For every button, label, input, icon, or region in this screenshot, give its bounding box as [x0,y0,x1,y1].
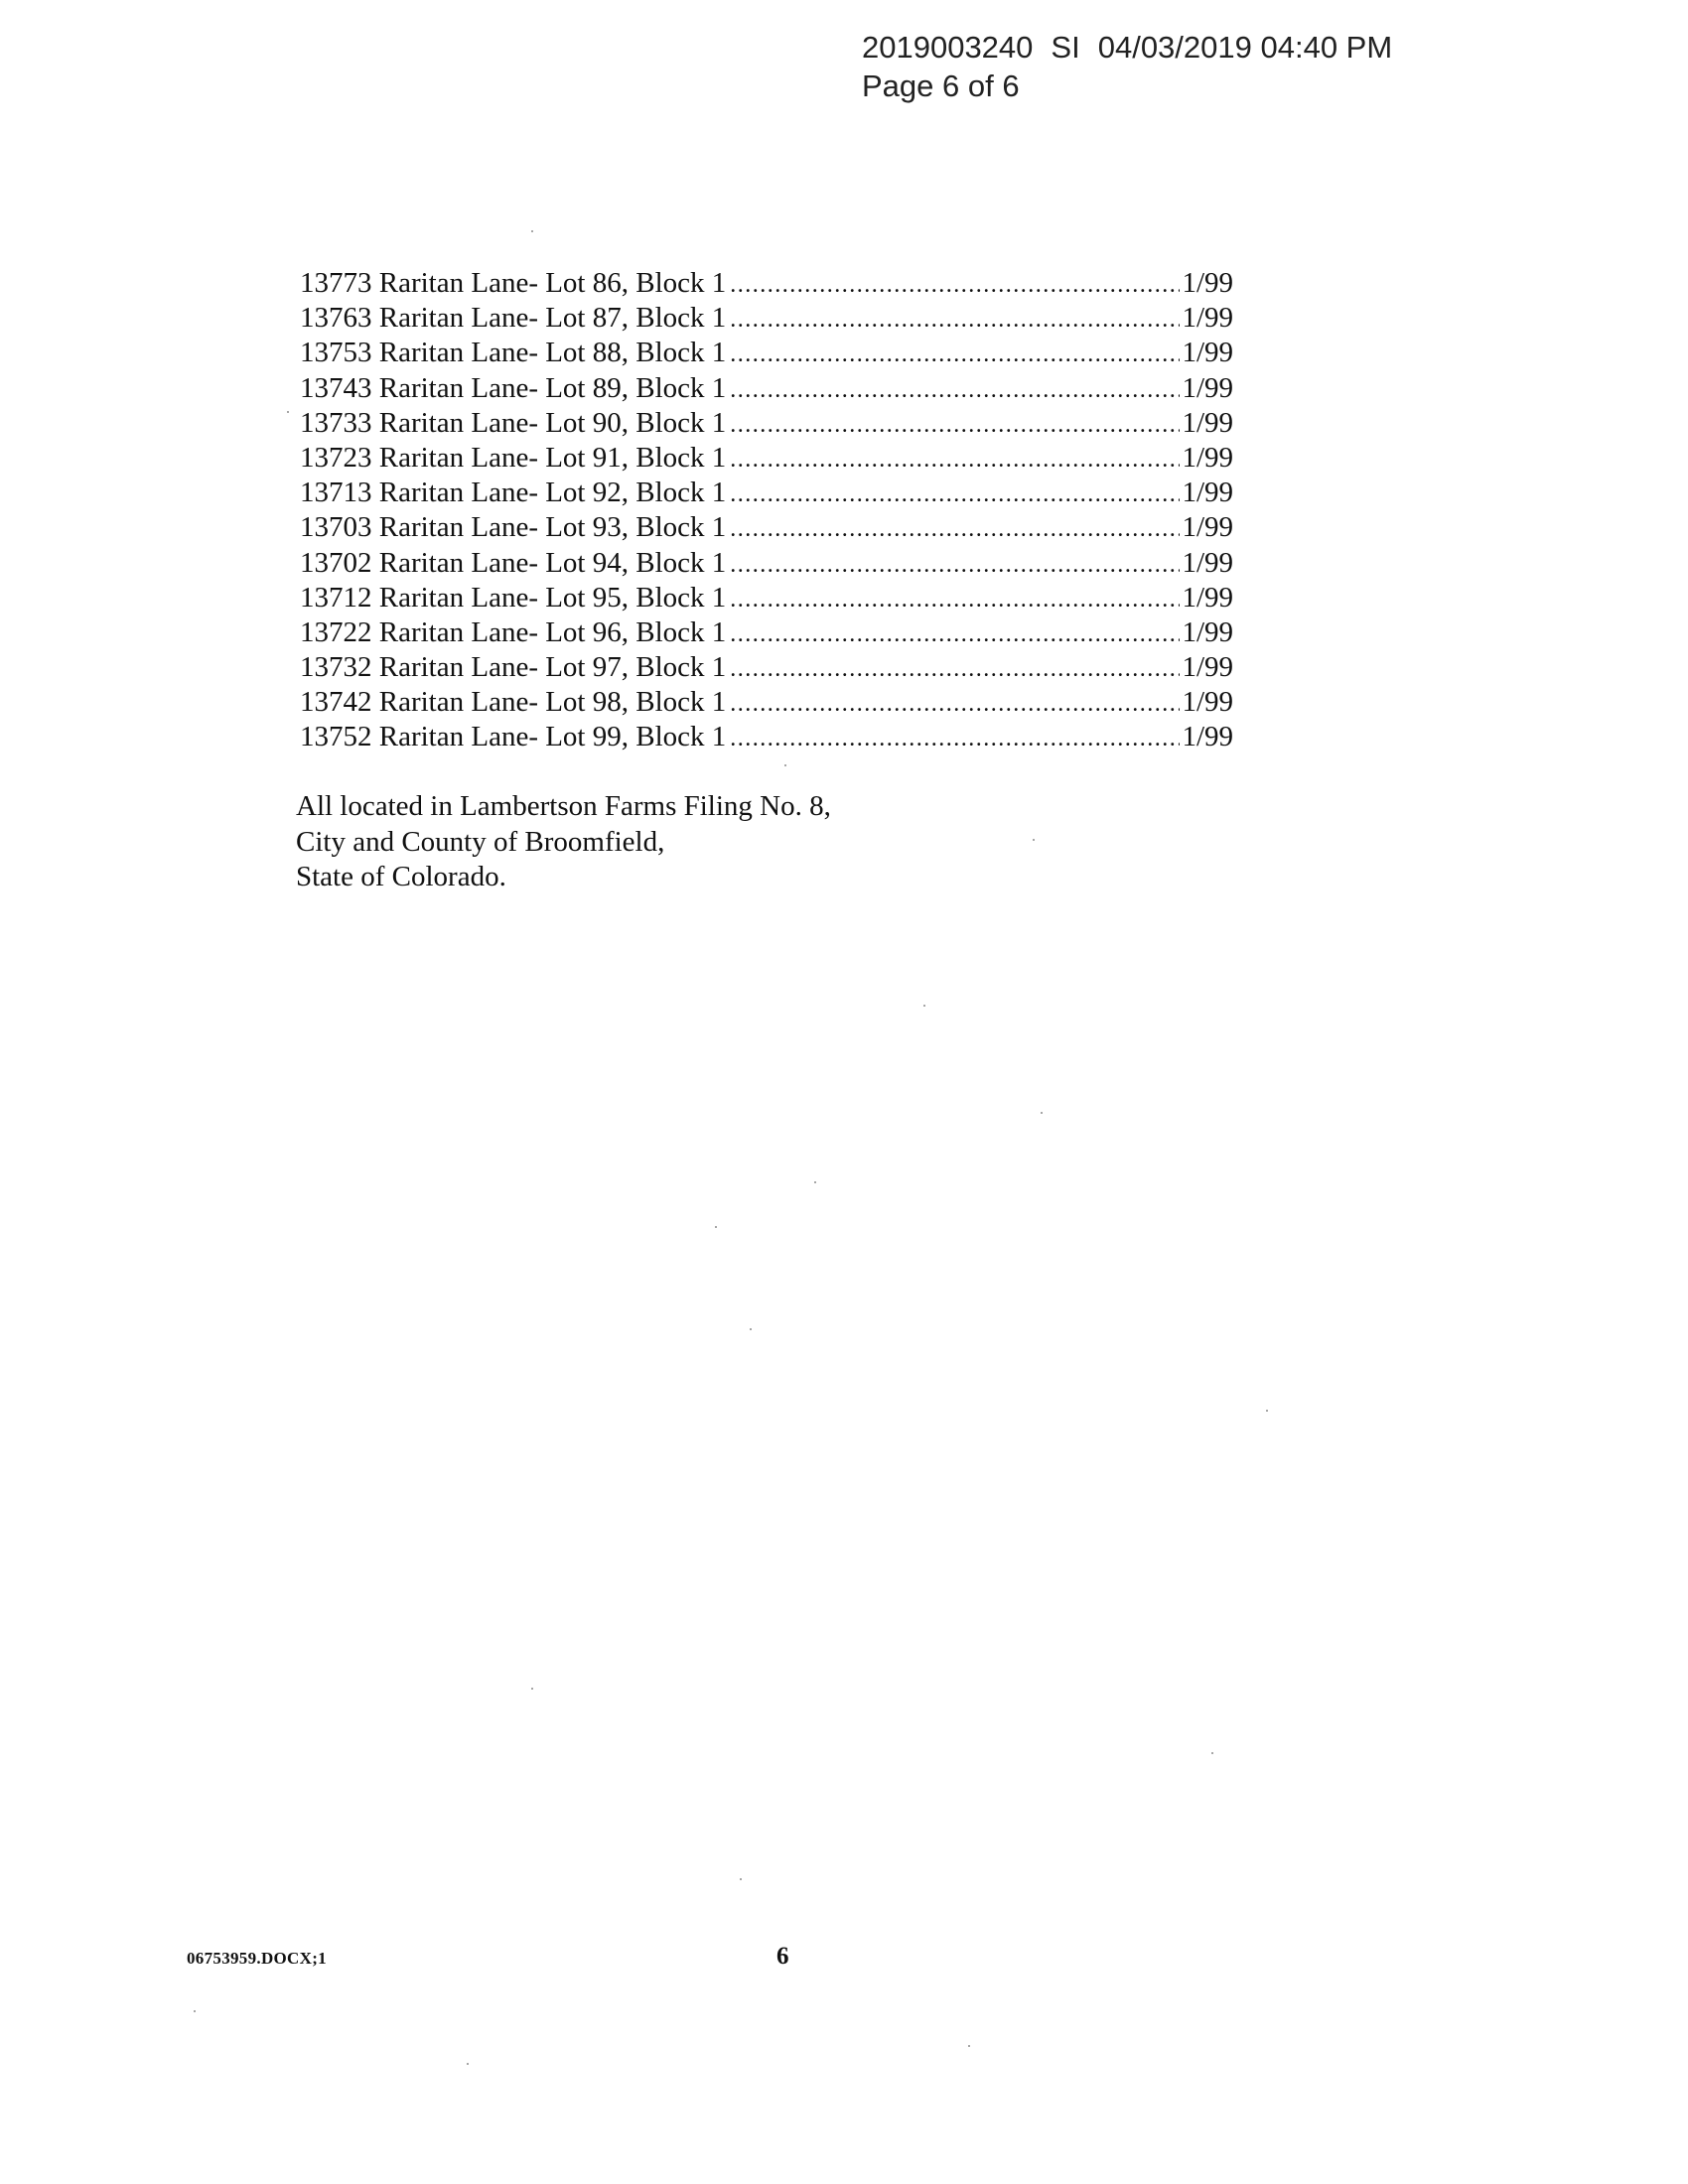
lot-description: 13712 Raritan Lane- Lot 95, Block 1 [300,581,727,614]
lot-list [300,266,1233,755]
lot-row [300,510,1233,545]
recording-code: SI [1051,30,1080,65]
location-statement [296,789,831,895]
lot-share: 1/99 [1182,441,1233,474]
scan-speck [923,1005,925,1007]
scan-speck [715,1226,717,1228]
lot-description: 13753 Raritan Lane- Lot 88, Block 1 [300,337,727,369]
lot-description: 13713 Raritan Lane- Lot 92, Block 1 [300,477,727,509]
page-count-label: Page 6 of 6 [862,68,1020,103]
lot-row [300,720,1233,754]
lot-share: 1/99 [1182,546,1233,579]
lot-row [300,441,1233,476]
lot-share: 1/99 [1182,371,1233,404]
recording-number: 2019003240 [862,30,1034,65]
dot-leader [730,443,1180,478]
scan-speck [814,1181,816,1183]
lot-share: 1/99 [1182,267,1233,299]
dot-leader [730,373,1180,408]
lot-description: 13773 Raritan Lane- Lot 86, Block 1 [300,267,727,299]
lot-share: 1/99 [1182,615,1233,648]
dot-leader [730,408,1180,443]
lot-row [300,615,1233,650]
scan-speck [1211,1752,1213,1754]
lot-description: 13702 Raritan Lane- Lot 94, Block 1 [300,546,727,579]
lot-description: 13752 Raritan Lane- Lot 99, Block 1 [300,721,727,753]
scan-speck [1033,839,1035,841]
dot-leader [730,338,1180,372]
lot-description: 13742 Raritan Lane- Lot 98, Block 1 [300,686,727,719]
lot-row [300,650,1233,685]
lot-share: 1/99 [1182,406,1233,439]
footer-page-number: 6 [776,1943,789,1970]
lot-row [300,406,1233,441]
lot-row [300,336,1233,370]
location-line: State of Colorado. [296,861,506,892]
dot-leader [730,687,1180,722]
scan-speck [740,1878,742,1880]
footer-document-id: 06753959.DOCX;1 [187,1949,327,1968]
scan-speck [750,1328,752,1330]
lot-share: 1/99 [1182,651,1233,684]
dot-leader [730,652,1180,687]
lot-row [300,301,1233,336]
lot-description: 13722 Raritan Lane- Lot 96, Block 1 [300,615,727,648]
dot-leader [730,268,1180,303]
dot-leader [730,512,1180,547]
lot-row [300,685,1233,720]
lot-share: 1/99 [1182,302,1233,335]
lot-row [300,266,1233,301]
scan-speck [1266,1410,1268,1412]
dot-leader [730,617,1180,652]
dot-leader [730,583,1180,617]
recording-datetime: 04/03/2019 04:40 PM [1097,30,1393,65]
lot-row [300,546,1233,581]
lot-description: 13732 Raritan Lane- Lot 97, Block 1 [300,651,727,684]
location-line: All located in Lambertson Farms Filing No. 8, [296,790,831,822]
scan-speck [467,2063,469,2065]
scan-speck [531,230,533,232]
recording-stamp [862,28,1392,105]
scan-speck [531,1688,533,1690]
lot-row [300,476,1233,510]
dot-leader [730,478,1180,512]
lot-share: 1/99 [1182,721,1233,753]
dot-leader [730,303,1180,338]
lot-description: 13703 Raritan Lane- Lot 93, Block 1 [300,511,727,544]
lot-description: 13743 Raritan Lane- Lot 89, Block 1 [300,371,727,404]
dot-leader [730,722,1180,756]
lot-share: 1/99 [1182,686,1233,719]
dot-leader [730,548,1180,583]
lot-share: 1/99 [1182,511,1233,544]
location-line: City and County of Broomfield, [296,825,665,858]
scan-speck [968,2045,970,2047]
scan-speck [1041,1112,1043,1114]
scan-speck [287,411,289,413]
lot-share: 1/99 [1182,477,1233,509]
scan-speck [194,2010,196,2012]
lot-row [300,371,1233,406]
scan-speck [784,764,786,766]
lot-share: 1/99 [1182,337,1233,369]
lot-description: 13733 Raritan Lane- Lot 90, Block 1 [300,406,727,439]
lot-row [300,581,1233,615]
lot-description: 13763 Raritan Lane- Lot 87, Block 1 [300,302,727,335]
lot-description: 13723 Raritan Lane- Lot 91, Block 1 [300,441,727,474]
lot-share: 1/99 [1182,581,1233,614]
